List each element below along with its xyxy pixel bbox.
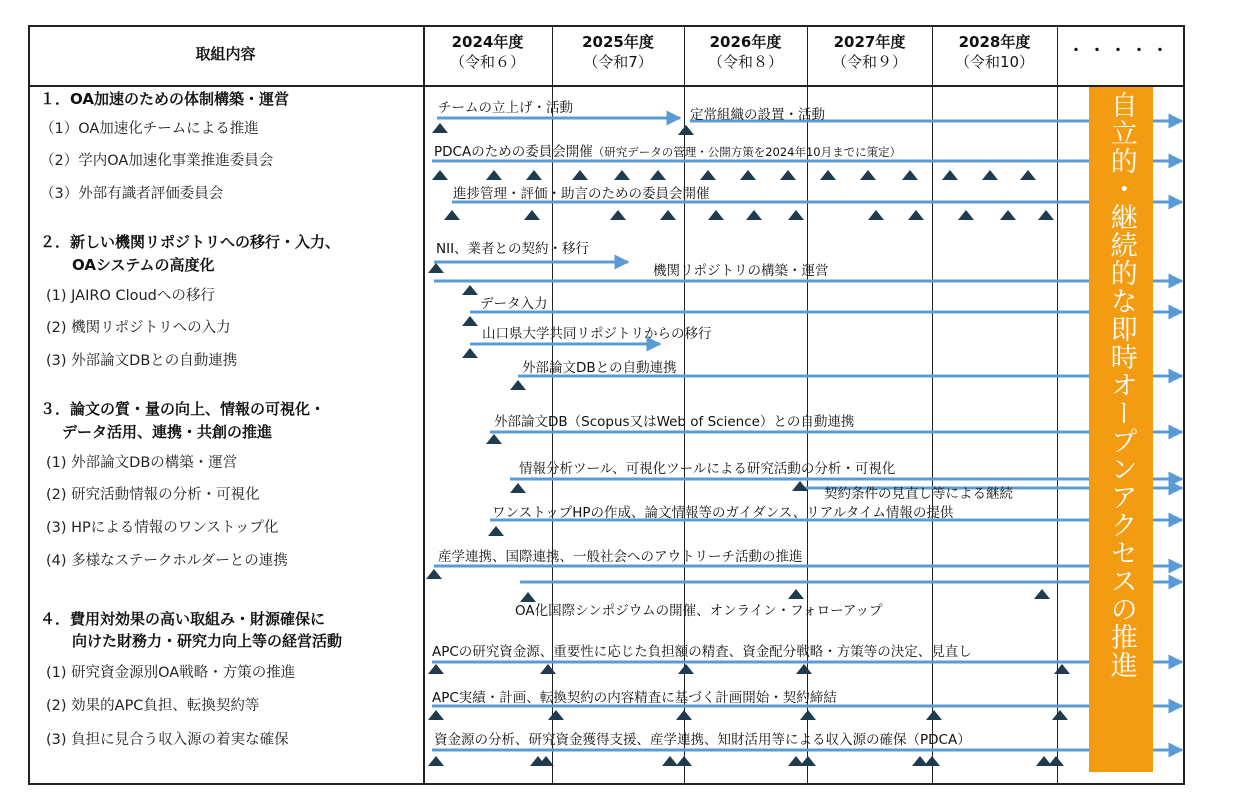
label-team-start: チームの立上げ・活動 <box>438 100 573 116</box>
label-outreach: 産学連携、国際連携、一般社会へのアウトリーチ活動の推進 <box>438 549 803 565</box>
label-nii-contract: NII、業者との契約・移行 <box>436 241 590 257</box>
section-3-item-3: (3) HPによる情報のワンストップ化 <box>46 520 279 536</box>
milestone-marker <box>1052 710 1068 720</box>
milestone-marker <box>444 210 460 220</box>
label-db-link: 外部論文DBとの自動連携 <box>522 360 677 376</box>
label-funding-analysis: 資金源の分析、研究資金獲得支援、産学連携、知財活用等による収入源の確保（PDCA） <box>434 732 971 748</box>
section-2-item-3: (3) 外部論文DBとの自動連携 <box>46 353 238 369</box>
milestone-marker <box>462 285 478 295</box>
milestone-marker <box>428 664 444 674</box>
milestone-marker <box>788 210 804 220</box>
milestone-marker <box>740 170 756 180</box>
section-3-title-line2: データ活用、連携・共創の推進 <box>62 423 273 441</box>
milestone-marker <box>676 756 692 766</box>
milestone-marker <box>432 170 448 180</box>
milestone-marker <box>614 170 630 180</box>
label-analysis-tools: 情報分析ツール、可視化ツールによる研究活動の分析・可視化 <box>519 461 896 477</box>
milestone-marker <box>1034 589 1050 599</box>
header-2027: 2027年度 （令和９） <box>831 33 907 71</box>
milestone-marker <box>800 710 816 720</box>
section-2-item-1: (1) JAIRO Cloudへの移行 <box>46 288 215 304</box>
milestone-marker <box>820 170 836 180</box>
label-pdca-committee: PDCAのための委員会開催（研究データの管理・公開方策を2024年10月までに策定） <box>434 144 902 160</box>
section-4-item-3: (3) 負担に見合う収入源の着実な確保 <box>46 732 289 748</box>
label-symposium: OA化国際シンポジウムの開催、オンライン・フォローアップ <box>515 603 883 619</box>
label-apc-strategy: APCの研究資金源、重要性に応じた負担額の精査、資金配分戦略・方策等の決定、見直し <box>432 644 972 660</box>
section-1-item-3: （3）外部有識者評価委員会 <box>40 186 224 202</box>
section-4-item-1: (1) 研究資金源別OA戦略・方策の推進 <box>46 665 296 681</box>
section-1-item-1: （1）OA加速化チームによる推進 <box>40 121 259 137</box>
milestone-marker <box>676 710 692 720</box>
milestone-marker <box>462 316 478 326</box>
milestone-marker <box>678 125 694 135</box>
section-3-title: ３．論文の質・量の向上、情報の可視化・ <box>40 400 326 418</box>
header-2024: 2024年度 （令和６） <box>449 33 525 71</box>
milestone-marker <box>942 170 958 180</box>
milestone-marker <box>486 434 502 444</box>
section-3-item-1: (1) 外部論文DBの構築・運営 <box>46 455 238 471</box>
milestone-marker <box>800 756 816 766</box>
milestone-marker <box>1000 210 1016 220</box>
milestone-marker <box>982 170 998 180</box>
section-2-title-line2: OAシステムの高度化 <box>72 256 215 274</box>
milestone-marker <box>700 170 716 180</box>
milestone-marker <box>428 756 444 766</box>
milestone-marker <box>662 756 678 766</box>
milestone-marker <box>426 569 442 579</box>
section-1-item-2: （2）学内OA加速化事業推進委員会 <box>40 153 274 169</box>
milestone-marker <box>548 710 564 720</box>
milestone-marker <box>432 123 448 133</box>
milestone-marker <box>1048 756 1064 766</box>
milestone-marker <box>1054 664 1070 674</box>
milestone-marker <box>524 210 540 220</box>
milestone-marker <box>678 664 694 674</box>
milestone-marker <box>788 589 804 599</box>
milestone-marker <box>428 263 444 273</box>
label-onestop-hp: ワンストップHPの作成、論文情報等のガイダンス、リアルタイム情報の提供 <box>492 505 954 521</box>
label-data-input: データ入力 <box>480 296 548 312</box>
milestone-marker <box>510 380 526 390</box>
label-repo-build: 機関リポジトリの構築・運営 <box>653 263 829 279</box>
milestone-marker <box>908 210 924 220</box>
milestone-marker <box>650 170 666 180</box>
label-yamaguchi-migration: 山口県大学共同リポジトリからの移行 <box>482 326 712 342</box>
milestone-marker <box>610 210 626 220</box>
milestone-marker <box>526 170 542 180</box>
milestone-marker <box>924 756 940 766</box>
section-2-item-2: (2) 機関リポジトリへの入力 <box>46 320 231 336</box>
header-2026: 2026年度 （令和８） <box>707 33 783 71</box>
milestone-marker <box>868 210 884 220</box>
label-pdca-note: （研究データの管理・公開方策を2024年10月までに策定） <box>592 145 902 159</box>
milestone-marker <box>1020 170 1036 180</box>
milestone-marker <box>958 210 974 220</box>
milestone-marker <box>572 170 588 180</box>
milestone-marker <box>796 664 812 674</box>
milestone-marker <box>902 170 918 180</box>
milestone-marker <box>860 170 876 180</box>
header-2025: 2025年度 （令和7） <box>582 33 654 71</box>
section-3-item-2: (2) 研究活動情報の分析・可視化 <box>46 487 260 503</box>
section-2-title: ２．新しい機関リポジトリへの移行・入力、 <box>40 233 341 251</box>
milestone-marker <box>660 210 676 220</box>
header-2028: 2028年度 （令和10） <box>954 33 1035 71</box>
milestone-marker <box>792 481 808 491</box>
milestone-marker <box>488 526 504 536</box>
label-eval-committee: 進捗管理・評価・助言のための委員会開催 <box>453 186 710 202</box>
milestone-marker <box>1038 210 1054 220</box>
label-scopus-link: 外部論文DB（Scopus又はWeb of Science）との自動連携 <box>494 414 855 430</box>
label-apc-plan: APC実績・計画、転換契約の内容精査に基づく計画開始・契約締結 <box>432 690 837 706</box>
section-4-title-line2: 向けた財務力・研究力向上等の経営活動 <box>72 632 343 650</box>
section-3-item-4: (4) 多様なステークホルダーとの連携 <box>46 553 288 569</box>
milestone-marker <box>780 170 796 180</box>
milestone-marker <box>428 710 444 720</box>
milestone-marker <box>746 210 762 220</box>
milestone-marker <box>708 210 724 220</box>
continuous-oa-banner: 自立的・継続的な即時オープンアクセスの推進 <box>1089 87 1153 772</box>
section-4-title: ４．費用対効果の高い取組み・財源確保に <box>40 610 326 628</box>
milestone-marker <box>510 483 526 493</box>
milestone-marker <box>462 348 478 358</box>
section-1-title: １．OA加速のための体制構築・運営 <box>40 90 289 108</box>
header-activities: 取組内容 <box>195 45 256 63</box>
label-team-permanent: 定常組織の設置・活動 <box>690 107 825 123</box>
milestone-marker <box>540 664 556 674</box>
milestone-marker <box>926 710 942 720</box>
header-more: ・・・・・ <box>1068 41 1174 59</box>
label-contract-review: 契約条件の見直し等による継続 <box>824 486 1013 502</box>
milestone-marker <box>486 170 502 180</box>
section-4-item-2: (2) 効果的APC負担、転換契約等 <box>46 698 260 714</box>
